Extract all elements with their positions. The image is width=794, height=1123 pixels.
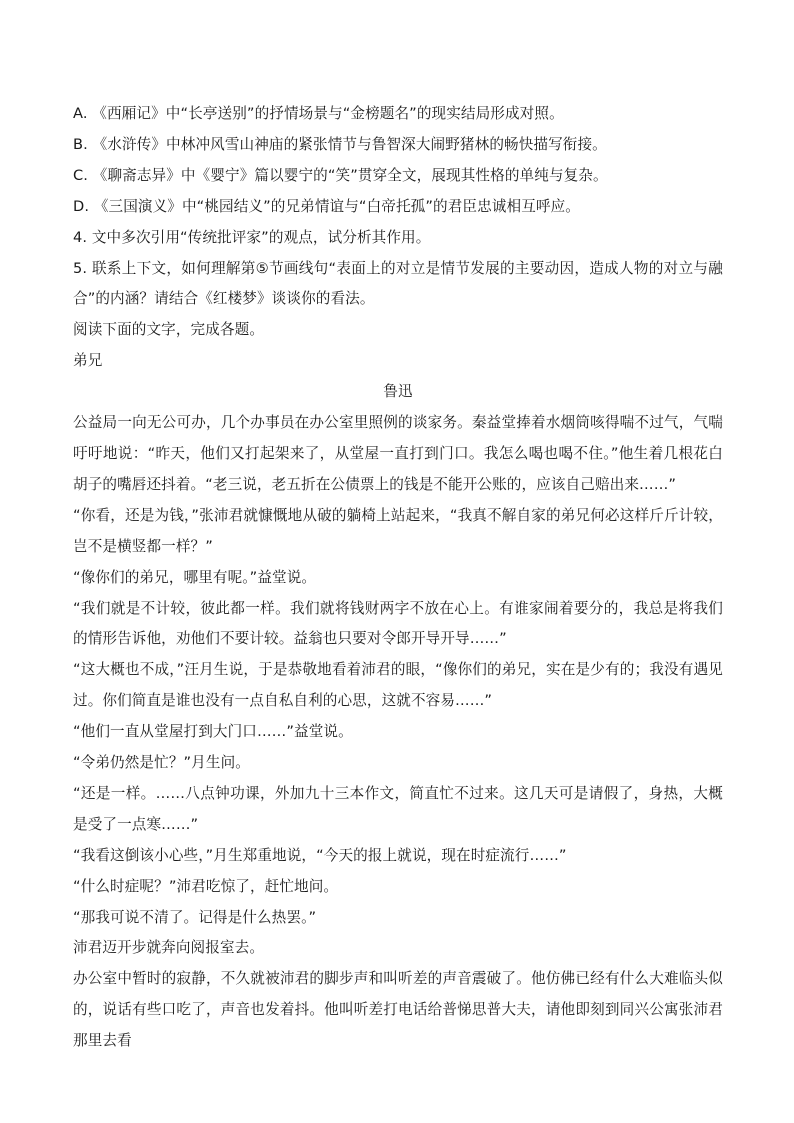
question-5: 5. 联系上下文，如何理解第⑤节画线句“表面上的对立是情节发展的主要动因，造成人物的对立与融合”的内涵？请结合《红楼梦》谈谈你的看法。 <box>73 259 723 308</box>
question-4: 4. 文中多次引用“传统批评家”的观点，试分析其作用。 <box>73 228 431 246</box>
story-author: 鲁迅 <box>383 383 413 401</box>
story-title: 弟兄 <box>73 352 103 370</box>
option-d: D. 《三国演义》中“桃园结义”的兄弟情谊与“白帝托孤”的君臣忠诚相互呼应。 <box>73 197 580 215</box>
story-paragraph: 办公室中暂时的寂静，不久就被沛君的脚步声和叫听差的声音震破了。他仿佛已经有什么大难临头似的，说话有些口吃了，声音也发着抖。他叫听差打电话给普悌思普大夫，请他即刻到同兴公寓张沛君那里去看 <box>73 970 723 1050</box>
story-paragraph: “什么时症呢？”沛君吃惊了，赶忙地问。 <box>73 877 339 895</box>
story-paragraph: “这大概也不成，”汪月生说，于是恭敬地看着沛君的眼，“像你们的弟兄，实在是少有的；我没有遇见过。你们简直是谁也没有一点自私自利的心思，这就不容易……” <box>73 661 723 710</box>
story-paragraph: 沛君迈开步就奔向阅报室去。 <box>73 939 265 957</box>
option-c: C. 《聊斋志异》中《婴宁》篇以婴宁的“笑”贯穿全文，展现其性格的单纯与复杂。 <box>73 166 608 184</box>
option-b: B. 《水浒传》中林冲风雪山神庙的紧张情节与鲁智深大闹野猪林的畅快描写衔接。 <box>73 135 607 153</box>
story-paragraph: “你看，还是为钱，”张沛君就慷慨地从破的躺椅上站起来，“我真不解自家的弟兄何必这样斤斤计较，岂不是横竖都一样？” <box>73 506 723 555</box>
story-paragraph: “像你们的弟兄，哪里有呢。”益堂说。 <box>73 568 317 586</box>
story-paragraph: “那我可说不清了。记得是什么热罢。” <box>73 908 317 926</box>
document-body <box>73 99 723 1057</box>
story-paragraph: “我们就是不计较，彼此都一样。我们就将钱财两字不放在心上。有谁家闹着要分的，我总是将我们的情形告诉他，劝他们不要计较。益翁也只要对令郎开导开导……” <box>73 599 723 648</box>
story-paragraph: “令弟仍然是忙？”月生问。 <box>73 754 250 772</box>
story-paragraph: 公益局一向无公可办，几个办事员在办公室里照例的谈家务。秦益堂捧着水烟筒咳得喘不过气，气喘吁吁地说：“昨天，他们又打起架来了，从堂屋一直打到门口。我怎么喝也喝不住。”他生着几根花白胡子的嘴唇还抖着。“老三说，老五折在公债票上的钱是不能开公账的，应该自己赔出来……” <box>73 414 723 493</box>
story-paragraph: “我看这倒该小心些，”月生郑重地说，“今天的报上就说，现在时症流行……” <box>73 846 567 864</box>
story-paragraph: “他们一直从堂屋打到大门口……”益堂说。 <box>73 723 353 741</box>
story-paragraph: “还是一样。……八点钟功课，外加九十三本作文，简直忙不过来。这几天可是请假了，身热，大概是受了一点寒……” <box>73 784 723 833</box>
reading-instruction: 阅读下面的文字，完成各题。 <box>73 321 265 339</box>
option-a: A. 《西厢记》中“长亭送别”的抒情场景与“金榜题名”的现实结局形成对照。 <box>73 105 564 122</box>
